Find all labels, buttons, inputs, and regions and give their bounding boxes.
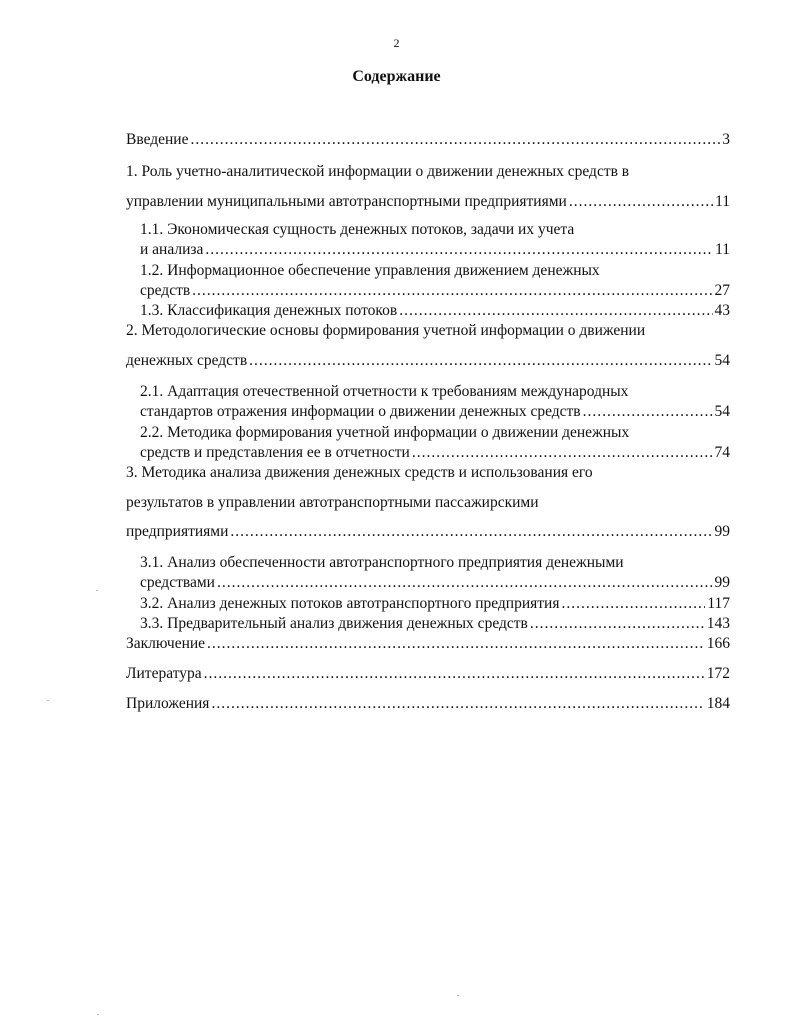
toc-entry-section-2-2[interactable] — [140, 443, 730, 462]
toc-entry-intro[interactable] — [126, 130, 730, 149]
toc-entry-chapter-1[interactable] — [126, 192, 730, 211]
toc-entry-text: средств и представления ее в отчетности — [140, 444, 410, 461]
toc-entry-chapter-3[interactable] — [126, 522, 730, 541]
dot-leader — [211, 694, 704, 713]
scan-speck — [47, 700, 49, 701]
toc-page-number: 27 — [714, 282, 730, 299]
dot-leader — [230, 522, 712, 541]
toc-page-number: 11 — [715, 193, 730, 210]
dot-leader — [207, 634, 705, 653]
toc-page-number: 99 — [714, 574, 730, 591]
dot-leader — [190, 130, 720, 149]
toc-page-number: 74 — [714, 444, 730, 461]
toc-entry-text: предприятиями — [126, 523, 229, 540]
dot-leader — [399, 301, 712, 320]
toc-entry-section-3-1[interactable] — [140, 573, 730, 592]
toc-chapter-1-line-1[interactable]: 1. Роль учетно-аналитической информации о движении денежных средств в — [126, 163, 630, 180]
toc-page-number: 43 — [714, 302, 730, 319]
toc-chapter-2-line-1[interactable]: 2. Методологические основы формирования учетной информации о движении — [126, 322, 646, 339]
dot-leader — [217, 573, 713, 592]
toc-page-number: 184 — [706, 695, 730, 712]
toc-entry-section-2-1[interactable] — [140, 402, 730, 421]
toc-entry-text: Приложения — [126, 695, 210, 712]
scan-speck — [97, 1014, 99, 1015]
dot-leader — [204, 664, 705, 683]
toc-entry-conclusion[interactable] — [126, 634, 730, 653]
toc-entry-text: Литература — [126, 665, 202, 682]
toc-entry-text: стандартов отражения информации о движении денежных средств — [140, 403, 581, 420]
toc-entry-appendices[interactable] — [126, 694, 730, 713]
toc-page-number: 166 — [706, 635, 730, 652]
toc-entry-section-1-3[interactable] — [140, 301, 730, 320]
toc-entry-section-3-3[interactable] — [140, 614, 730, 633]
toc-page-number: 54 — [714, 403, 730, 420]
toc-chapter-3-line-1[interactable]: 3. Методика анализа движения денежных средств и использования его — [126, 464, 593, 481]
toc-entry-text: средствами — [140, 574, 215, 591]
dot-leader — [583, 402, 713, 421]
toc-entry-literature[interactable] — [126, 664, 730, 683]
toc-entry-chapter-2[interactable] — [126, 351, 730, 370]
toc-entry-section-1-1[interactable] — [140, 240, 730, 259]
toc-section-3-1-line-1[interactable]: 3.1. Анализ обеспеченности автотранспортного предприятия денежными — [140, 554, 624, 571]
dot-leader — [412, 443, 713, 462]
toc-page-number: 3 — [722, 131, 730, 148]
toc-entry-text: денежных средств — [126, 352, 248, 369]
toc-section-1-2-line-1[interactable]: 1.2. Информационное обеспечение управления движением денежных — [140, 262, 600, 279]
toc-section-2-2-line-1[interactable]: 2.2. Методика формирования учетной информации о движении денежных — [140, 424, 630, 441]
dot-leader — [192, 281, 712, 300]
toc-entry-text: 3.2. Анализ денежных потоков автотранспортного предприятия — [140, 595, 560, 612]
dot-leader — [530, 614, 705, 633]
toc-section-1-1-line-1[interactable]: 1.1. Экономическая сущность денежных потоков, задачи их учета — [140, 221, 575, 238]
toc-entry-text: и анализа — [140, 241, 204, 258]
toc-page-number: 172 — [706, 665, 730, 682]
dot-leader — [249, 351, 712, 370]
toc-section-2-1-line-1[interactable]: 2.1. Адаптация отечественной отчетности к требованиям международных — [140, 383, 629, 400]
dot-leader — [205, 240, 713, 259]
scan-speck — [457, 995, 459, 996]
toc-entry-text: 3.3. Предварительный анализ движения денежных средств — [140, 615, 528, 632]
toc-entry-text: Заключение — [126, 635, 206, 652]
toc-chapter-3-line-2[interactable]: результатов в управлении автотранспортными пассажирскими — [126, 494, 539, 511]
toc-entry-text: 1.3. Классификация денежных потоков — [140, 302, 398, 319]
toc-page-number: 117 — [707, 595, 730, 612]
scan-speck — [96, 590, 98, 591]
toc-entry-text: управлении муниципальными автотранспортными предприятиями — [126, 193, 567, 210]
page-title: Содержание — [352, 68, 441, 85]
toc-page-number: 143 — [706, 615, 730, 632]
toc-page-number: 99 — [714, 523, 730, 540]
page-number: 2 — [393, 36, 400, 50]
toc-page-number: 11 — [715, 241, 730, 258]
toc-entry-text: средств — [140, 282, 191, 299]
toc-entry-section-3-2[interactable] — [140, 594, 730, 613]
dot-leader — [569, 192, 713, 211]
toc-page-number: 54 — [714, 352, 730, 369]
dot-leader — [561, 594, 705, 613]
toc-entry-section-1-2[interactable] — [140, 281, 730, 300]
toc-entry-text: Введение — [126, 131, 189, 148]
